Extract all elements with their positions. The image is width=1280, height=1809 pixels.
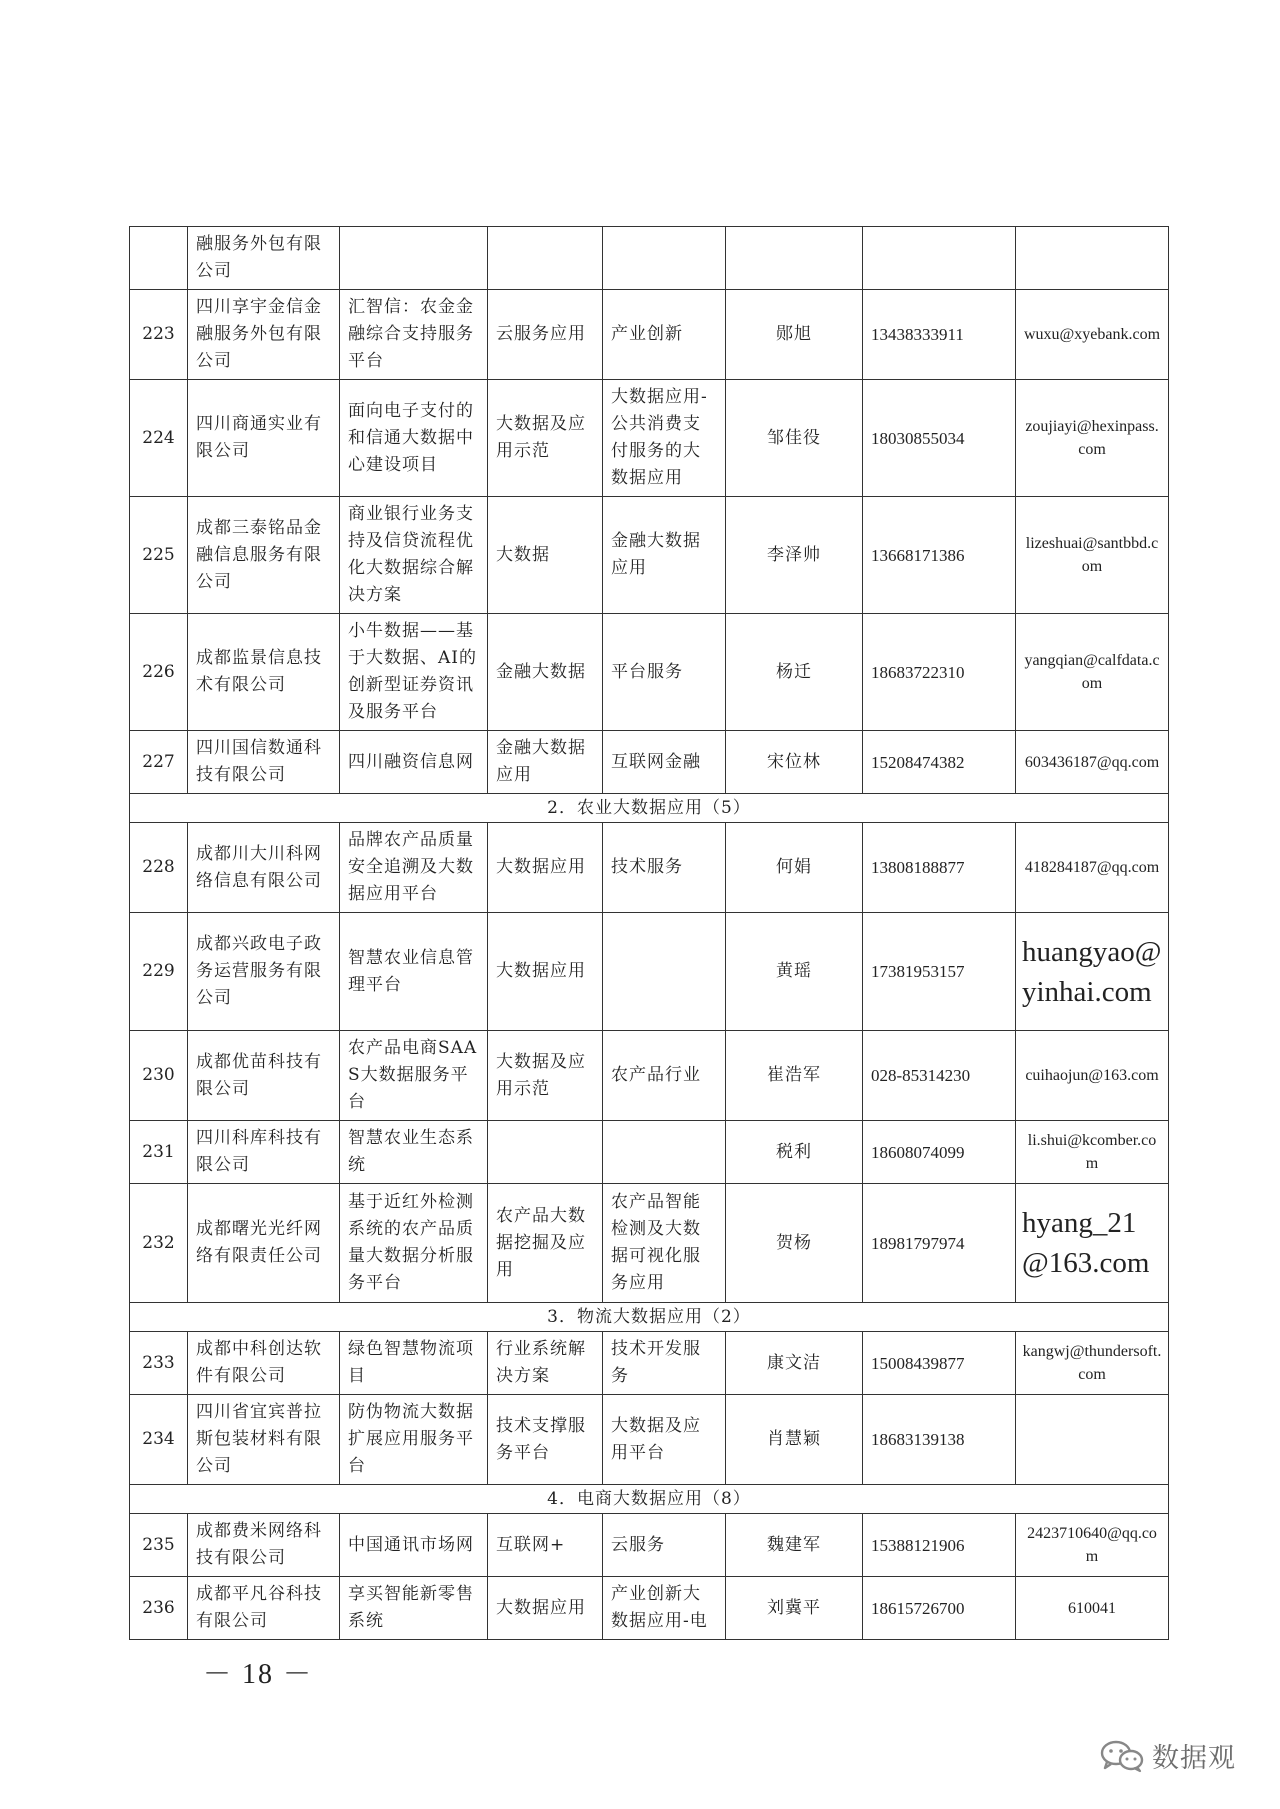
table-row bbox=[130, 614, 1169, 731]
contact-cell: 李泽帅 bbox=[726, 497, 863, 614]
table-row bbox=[130, 1395, 1169, 1485]
company-cell: 成都中科创达软件有限公司 bbox=[188, 1332, 340, 1395]
row-number: 235 bbox=[130, 1514, 188, 1577]
contact-cell: 邹佳役 bbox=[726, 380, 863, 497]
category-cell: 农产品大数据挖掘及应用 bbox=[488, 1184, 603, 1303]
project-cell: 汇智信：农金金融综合支持服务平台 bbox=[340, 290, 488, 380]
category-cell: 金融大数据应用 bbox=[488, 731, 603, 794]
category-cell: 大数据应用 bbox=[488, 913, 603, 1031]
table-row bbox=[130, 1514, 1169, 1577]
table-row bbox=[130, 731, 1169, 794]
project-cell: 智慧农业信息管理平台 bbox=[340, 913, 488, 1031]
email-cell: lizeshuai@santbbd.com bbox=[1016, 497, 1169, 614]
direction-cell: 云服务 bbox=[603, 1514, 726, 1577]
category-cell: 行业系统解决方案 bbox=[488, 1332, 603, 1395]
watermark bbox=[1100, 1736, 1236, 1775]
enterprise-project-table bbox=[129, 226, 1169, 1640]
table-row bbox=[130, 823, 1169, 913]
email-cell: 2423710640@qq.com bbox=[1016, 1514, 1169, 1577]
phone-cell: 18030855034 bbox=[863, 380, 1016, 497]
contact-cell: 郧旭 bbox=[726, 290, 863, 380]
phone-cell: 18683139138 bbox=[863, 1395, 1016, 1485]
email-cell: zoujiayi@hexinpass.com bbox=[1016, 380, 1169, 497]
row-number: 229 bbox=[130, 913, 188, 1031]
contact-cell: 贺杨 bbox=[726, 1184, 863, 1303]
row-number: 231 bbox=[130, 1121, 188, 1184]
phone-cell: 18683722310 bbox=[863, 614, 1016, 731]
row-number: 230 bbox=[130, 1031, 188, 1121]
project-cell: 绿色智慧物流项目 bbox=[340, 1332, 488, 1395]
contact-cell: 肖慧颖 bbox=[726, 1395, 863, 1485]
company-cell: 四川享宇金信金融服务外包有限公司 bbox=[188, 290, 340, 380]
phone-cell: 15008439877 bbox=[863, 1332, 1016, 1395]
phone-cell: 15208474382 bbox=[863, 731, 1016, 794]
email-cell: 603436187@qq.com bbox=[1016, 731, 1169, 794]
contact-cell: 黄瑶 bbox=[726, 913, 863, 1031]
row-number: 226 bbox=[130, 614, 188, 731]
table-row bbox=[130, 1184, 1169, 1303]
category-cell: 云服务应用 bbox=[488, 290, 603, 380]
project-cell: 品牌农产品质量安全追溯及大数据应用平台 bbox=[340, 823, 488, 913]
project-cell: 享买智能新零售系统 bbox=[340, 1577, 488, 1640]
table-row bbox=[130, 1332, 1169, 1395]
company-cell: 四川科库科技有限公司 bbox=[188, 1121, 340, 1184]
phone-cell: 18615726700 bbox=[863, 1577, 1016, 1640]
project-cell: 防伪物流大数据扩展应用服务平台 bbox=[340, 1395, 488, 1485]
row-number: 227 bbox=[130, 731, 188, 794]
company-cell: 融服务外包有限公司 bbox=[188, 227, 340, 290]
category-cell: 大数据及应用示范 bbox=[488, 1031, 603, 1121]
contact-cell: 魏建军 bbox=[726, 1514, 863, 1577]
direction-cell: 产业创新 bbox=[603, 290, 726, 380]
email-cell: 610041 bbox=[1016, 1577, 1169, 1640]
table-row bbox=[130, 227, 1169, 290]
direction-cell: 金融大数据应用 bbox=[603, 497, 726, 614]
direction-cell: 农产品智能检测及大数据可视化服务应用 bbox=[603, 1184, 726, 1303]
email-cell: kangwj@thundersoft.com bbox=[1016, 1332, 1169, 1395]
project-cell: 中国通讯市场网 bbox=[340, 1514, 488, 1577]
section-row bbox=[130, 1485, 1169, 1514]
company-cell: 成都优苗科技有限公司 bbox=[188, 1031, 340, 1121]
email-cell: cuihaojun@163.com bbox=[1016, 1031, 1169, 1121]
category-cell: 大数据及应用示范 bbox=[488, 380, 603, 497]
direction-cell: 大数据及应用平台 bbox=[603, 1395, 726, 1485]
project-cell: 商业银行业务支持及信贷流程优化大数据综合解决方案 bbox=[340, 497, 488, 614]
table-row bbox=[130, 1577, 1169, 1640]
company-cell: 四川省宜宾普拉斯包装材料有限公司 bbox=[188, 1395, 340, 1485]
company-cell: 成都川大川科网络信息有限公司 bbox=[188, 823, 340, 913]
company-cell: 四川国信数通科技有限公司 bbox=[188, 731, 340, 794]
company-cell: 成都平凡谷科技有限公司 bbox=[188, 1577, 340, 1640]
row-number: 233 bbox=[130, 1332, 188, 1395]
direction-cell bbox=[603, 913, 726, 1031]
project-cell: 基于近红外检测系统的农产品质量大数据分析服务平台 bbox=[340, 1184, 488, 1303]
company-cell: 成都费米网络科技有限公司 bbox=[188, 1514, 340, 1577]
contact-cell: 税利 bbox=[726, 1121, 863, 1184]
direction-cell: 技术服务 bbox=[603, 823, 726, 913]
email-cell bbox=[1016, 1395, 1169, 1485]
contact-cell: 刘冀平 bbox=[726, 1577, 863, 1640]
email-cell: 418284187@qq.com bbox=[1016, 823, 1169, 913]
project-cell: 小牛数据——基于大数据、AI的创新型证券资讯及服务平台 bbox=[340, 614, 488, 731]
table-row bbox=[130, 497, 1169, 614]
project-cell: 农产品电商SAAS大数据服务平台 bbox=[340, 1031, 488, 1121]
direction-cell: 技术开发服务 bbox=[603, 1332, 726, 1395]
category-cell: 大数据应用 bbox=[488, 1577, 603, 1640]
section-heading: 2．农业大数据应用（5） bbox=[130, 794, 1169, 823]
contact-cell: 杨迁 bbox=[726, 614, 863, 731]
table-row bbox=[130, 1121, 1169, 1184]
row-number: 236 bbox=[130, 1577, 188, 1640]
row-number: 223 bbox=[130, 290, 188, 380]
contact-cell: 宋位林 bbox=[726, 731, 863, 794]
email-cell: huangyao@yinhai.com bbox=[1016, 913, 1169, 1031]
row-number: 224 bbox=[130, 380, 188, 497]
email-cell: yangqian@calfdata.com bbox=[1016, 614, 1169, 731]
page-number: － 18 － bbox=[203, 1659, 314, 1690]
project-cell: 面向电子支付的和信通大数据中心建设项目 bbox=[340, 380, 488, 497]
section-row bbox=[130, 794, 1169, 823]
wechat-icon bbox=[1100, 1739, 1144, 1773]
company-cell: 成都监景信息技术有限公司 bbox=[188, 614, 340, 731]
category-cell bbox=[488, 1121, 603, 1184]
category-cell: 技术支撑服务平台 bbox=[488, 1395, 603, 1485]
phone-cell: 18608074099 bbox=[863, 1121, 1016, 1184]
email-cell: li.shui@kcomber.com bbox=[1016, 1121, 1169, 1184]
phone-cell: 028-85314230 bbox=[863, 1031, 1016, 1121]
email-cell: wuxu@xyebank.com bbox=[1016, 290, 1169, 380]
row-number bbox=[130, 227, 188, 290]
contact-cell: 崔浩军 bbox=[726, 1031, 863, 1121]
direction-cell: 互联网金融 bbox=[603, 731, 726, 794]
table-row bbox=[130, 380, 1169, 497]
phone-cell: 13808188877 bbox=[863, 823, 1016, 913]
category-cell: 金融大数据 bbox=[488, 614, 603, 731]
phone-cell: 18981797974 bbox=[863, 1184, 1016, 1303]
table-row bbox=[130, 1031, 1169, 1121]
company-cell: 四川商通实业有限公司 bbox=[188, 380, 340, 497]
project-cell: 四川融资信息网 bbox=[340, 731, 488, 794]
direction-cell: 农产品行业 bbox=[603, 1031, 726, 1121]
direction-cell: 大数据应用-公共消费支付服务的大数据应用 bbox=[603, 380, 726, 497]
watermark-text: 数据观 bbox=[1152, 1743, 1236, 1774]
project-cell: 智慧农业生态系统 bbox=[340, 1121, 488, 1184]
category-cell: 大数据 bbox=[488, 497, 603, 614]
direction-cell: 产业创新大数据应用-电 bbox=[603, 1577, 726, 1640]
section-heading: 3．物流大数据应用（2） bbox=[130, 1303, 1169, 1332]
direction-cell: 平台服务 bbox=[603, 614, 726, 731]
phone-cell: 17381953157 bbox=[863, 913, 1016, 1031]
contact-cell: 康文洁 bbox=[726, 1332, 863, 1395]
company-cell: 成都曙光光纤网络有限责任公司 bbox=[188, 1184, 340, 1303]
phone-cell: 13668171386 bbox=[863, 497, 1016, 614]
contact-cell: 何娟 bbox=[726, 823, 863, 913]
email-cell: hyang_21@163.com bbox=[1016, 1184, 1169, 1303]
phone-cell: 13438333911 bbox=[863, 290, 1016, 380]
table-row bbox=[130, 913, 1169, 1031]
category-cell: 大数据应用 bbox=[488, 823, 603, 913]
table-row bbox=[130, 290, 1169, 380]
phone-cell: 15388121906 bbox=[863, 1514, 1016, 1577]
category-cell: 互联网+ bbox=[488, 1514, 603, 1577]
company-cell: 成都兴政电子政务运营服务有限公司 bbox=[188, 913, 340, 1031]
row-number: 228 bbox=[130, 823, 188, 913]
direction-cell bbox=[603, 1121, 726, 1184]
company-cell: 成都三泰铭品金融信息服务有限公司 bbox=[188, 497, 340, 614]
row-number: 234 bbox=[130, 1395, 188, 1485]
section-heading: 4．电商大数据应用（8） bbox=[130, 1485, 1169, 1514]
section-row bbox=[130, 1303, 1169, 1332]
row-number: 232 bbox=[130, 1184, 188, 1303]
row-number: 225 bbox=[130, 497, 188, 614]
